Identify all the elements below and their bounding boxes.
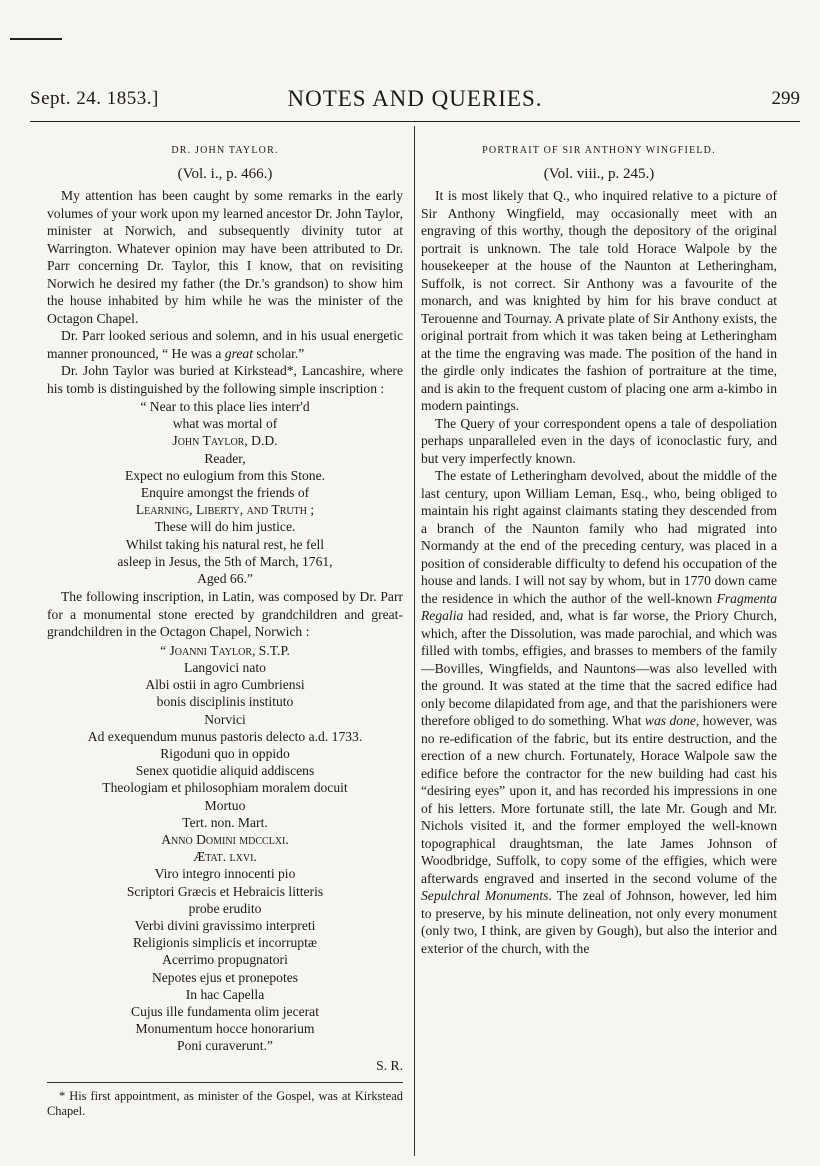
inscription-line: Norvici <box>204 711 246 727</box>
inscription-line: Senex quotidie aliquid addiscens <box>135 763 315 779</box>
volume-reference: (Vol. viii., p. 245.) <box>543 165 655 182</box>
inscription-line: Viro integro innocenti pio <box>154 866 296 882</box>
paragraph: It is most likely that Q., who inquired relative to a picture of Sir Anthony Wingfield, may occasionally meet with an engraving of this worthy, though the depository of the original portrait is unknown. The tale told Horace Walpole by the housekeeper at the house of the Naunton at Letheringham, Suffolk, is not correct. Sir Anthony was a favourite of the monarch, and was knighted by him for his brave conduct at Terouenne and Tournay. A private plate of Sir Anthony exists, the original portrait from which it was taken being at Letheringham at the time the engraving was made. The position of the hand in the girdle only indicates the fashion of portraiture at the time, and is akin to the frequent custom of placing one arm a-kimbo in modern paintings. <box>421 188 777 413</box>
inscription-line: Religionis simplicis et incorruptæ <box>133 935 317 951</box>
inscription-line: Whilst taking his natural rest, he fell <box>125 536 325 552</box>
footnote: * His first appointment, as minister of the Gospel, was at Kirkstead Chapel. <box>47 1089 403 1119</box>
inscription-line: Poni curaverunt.” <box>177 1038 273 1054</box>
inscription-line: Verbi divini gravissimo interpreti <box>134 917 316 933</box>
inscription-line: Learning, Liberty, and Truth ; <box>135 502 315 518</box>
inscription-line: Cujus ille fundamenta olim jecerat <box>131 1004 319 1019</box>
inscription-line: “ Joanni Taylor, S.T.P. <box>160 642 290 658</box>
top-rule <box>10 38 62 40</box>
column-divider <box>414 126 415 1156</box>
inscription-line: Rigoduni quo in oppido <box>160 745 290 761</box>
paragraph: The Query of your correspondent opens a tale of despoliation perhaps unparalleled even in the days of iconoclastic fury, and but very imperfectly known. <box>421 415 777 466</box>
article-heading-taylor: DR. JOHN TAYLOR. <box>171 145 279 156</box>
inscription-line: Tert. non. Mart. <box>182 814 268 830</box>
paragraph: Dr. John Taylor was buried at Kirkstead*, Lancashire, where his tomb is distinguished by the following simple inscription : <box>47 363 403 396</box>
inscription-line: asleep in Jesus, the 5th of March, 1761, <box>117 553 333 569</box>
inscription-line: Expect no eulogium from this Stone. <box>124 467 326 483</box>
inscription-line: what was mortal of <box>172 416 278 432</box>
inscription-line: Acerrimo propugnatori <box>162 952 288 968</box>
article-heading-wingfield: PORTRAIT OF SIR ANTHONY WINGFIELD. <box>482 145 716 156</box>
latin-inscription <box>47 642 403 1055</box>
inscription-line: Enquire amongst the friends of <box>140 485 310 501</box>
paragraph: My attention has been caught by some remarks in the early volumes of your work upon my learned ancestor Dr. John Taylor, minister at Norwich, and subsequently divinity tutor at Warrington. Whatever opinion may have been attributed to Dr. Parr concerning Dr. Taylor, this I know, that on revisiting Norwich he desired my father (the Dr.'s grandson) to show him the house inhabited by him while he was the minister of the Octagon Chapel. <box>47 188 403 326</box>
right-column <box>421 140 777 957</box>
footnote-rule <box>47 1082 403 1083</box>
inscription-line: Theologiam et philosophiam moralem docuit <box>102 780 348 796</box>
author-signature: S. R. <box>376 1057 403 1073</box>
inscription-line: John Taylor, D.D. <box>172 433 278 449</box>
inscription-line: probe erudito <box>188 900 262 916</box>
inscription-line: Mortuo <box>204 797 246 813</box>
inscription-line: Reader, <box>204 450 246 466</box>
inscription-line: Langovici nato <box>184 659 266 675</box>
paragraph: Dr. Parr looked serious and solemn, and in his usual energetic manner pronounced, “ He was a great scholar.” <box>47 328 403 361</box>
inscription-line: Albi ostii in agro Cumbriensi <box>145 677 305 693</box>
inscription-line: Ad exequendum munus pastoris delecto a.d. 1733. <box>87 728 363 744</box>
header-rule <box>30 121 800 122</box>
issue-date: Sept. 24. 1853.] <box>30 88 159 109</box>
paragraph: The following inscription, in Latin, was composed by Dr. Parr for a monumental stone erected by grandchildren and great-grandchildren in the Octagon Chapel, Norwich : <box>47 589 403 640</box>
inscription-line: Scriptori Græcis et Hebraicis litteris <box>126 883 324 899</box>
page-number: 299 <box>771 88 800 109</box>
inscription-line: These will do him justice. <box>154 519 296 535</box>
inscription-line: bonis disciplinis instituto <box>156 694 294 710</box>
inscription-line: In hac Capella <box>185 986 265 1002</box>
inscription-line: “ Near to this place lies interr'd <box>140 399 310 414</box>
inscription-line: Aged 66.” <box>197 571 253 587</box>
left-column <box>47 140 403 1119</box>
inscription-line: Anno Domini mdcclxi. <box>161 831 289 847</box>
volume-reference: (Vol. i., p. 466.) <box>177 165 273 182</box>
inscription-line: Monumentum hocce honorarium <box>135 1021 315 1037</box>
inscription-line: Ætat. lxvi. <box>193 849 257 865</box>
journal-title: NOTES AND QUERIES. <box>287 86 543 111</box>
paragraph: The estate of Letheringham devolved, about the middle of the last century, upon William Leman, Esq., who, being obliged to maintain his right against claimants stating they descended from a branch of the Naunton family who had migrated into Normandy at the end of the preceding century, was placed in a position of considerable difficulty to defend his occupation of the house and lands. I will not say by whom, but in 1770 down came the residence in which the author of the well-known Fragmenta Regalia had resided, and, what is far worse, the Priory Church, which, after the Dissolution, was made parochial, and which was filled with tombs, effigies, and brasses to members of the family—Bovilles, Wingfields, and Nauntons—was also levelled with the ground. It was stated at the time that the sacred edifice had only become dilapidated from age, and that the parishioners were therefore obliged to do something. What was done, however, was no re-edification of the fabric, but its entire destruction, and the erection of a new church. Fortunately, Horace Walpole saw the edifice before the contractor for the new building had cast his “desiring eyes” upon it, and has recorded his impressions in one of his letters. More fortunate still, the late Mr. Gough and Mr. Nichols visited it, and the former employed the well-known topographical draughtsman, the late James Johnson of Woodbridge, Suffolk, to copy some of the effigies, which were afterwards engraved and inserted in the second volume of the Sepulchral Monuments. The zeal of Johnson, however, led him to preserve, by his minute delineation, not only every monument (only two, I think, are given by Gough), but also the interior and exterior of the church, with the <box>421 468 777 956</box>
inscription-line: Nepotes ejus et pronepotes <box>151 969 299 985</box>
english-inscription <box>47 398 403 587</box>
page-header <box>30 88 800 116</box>
